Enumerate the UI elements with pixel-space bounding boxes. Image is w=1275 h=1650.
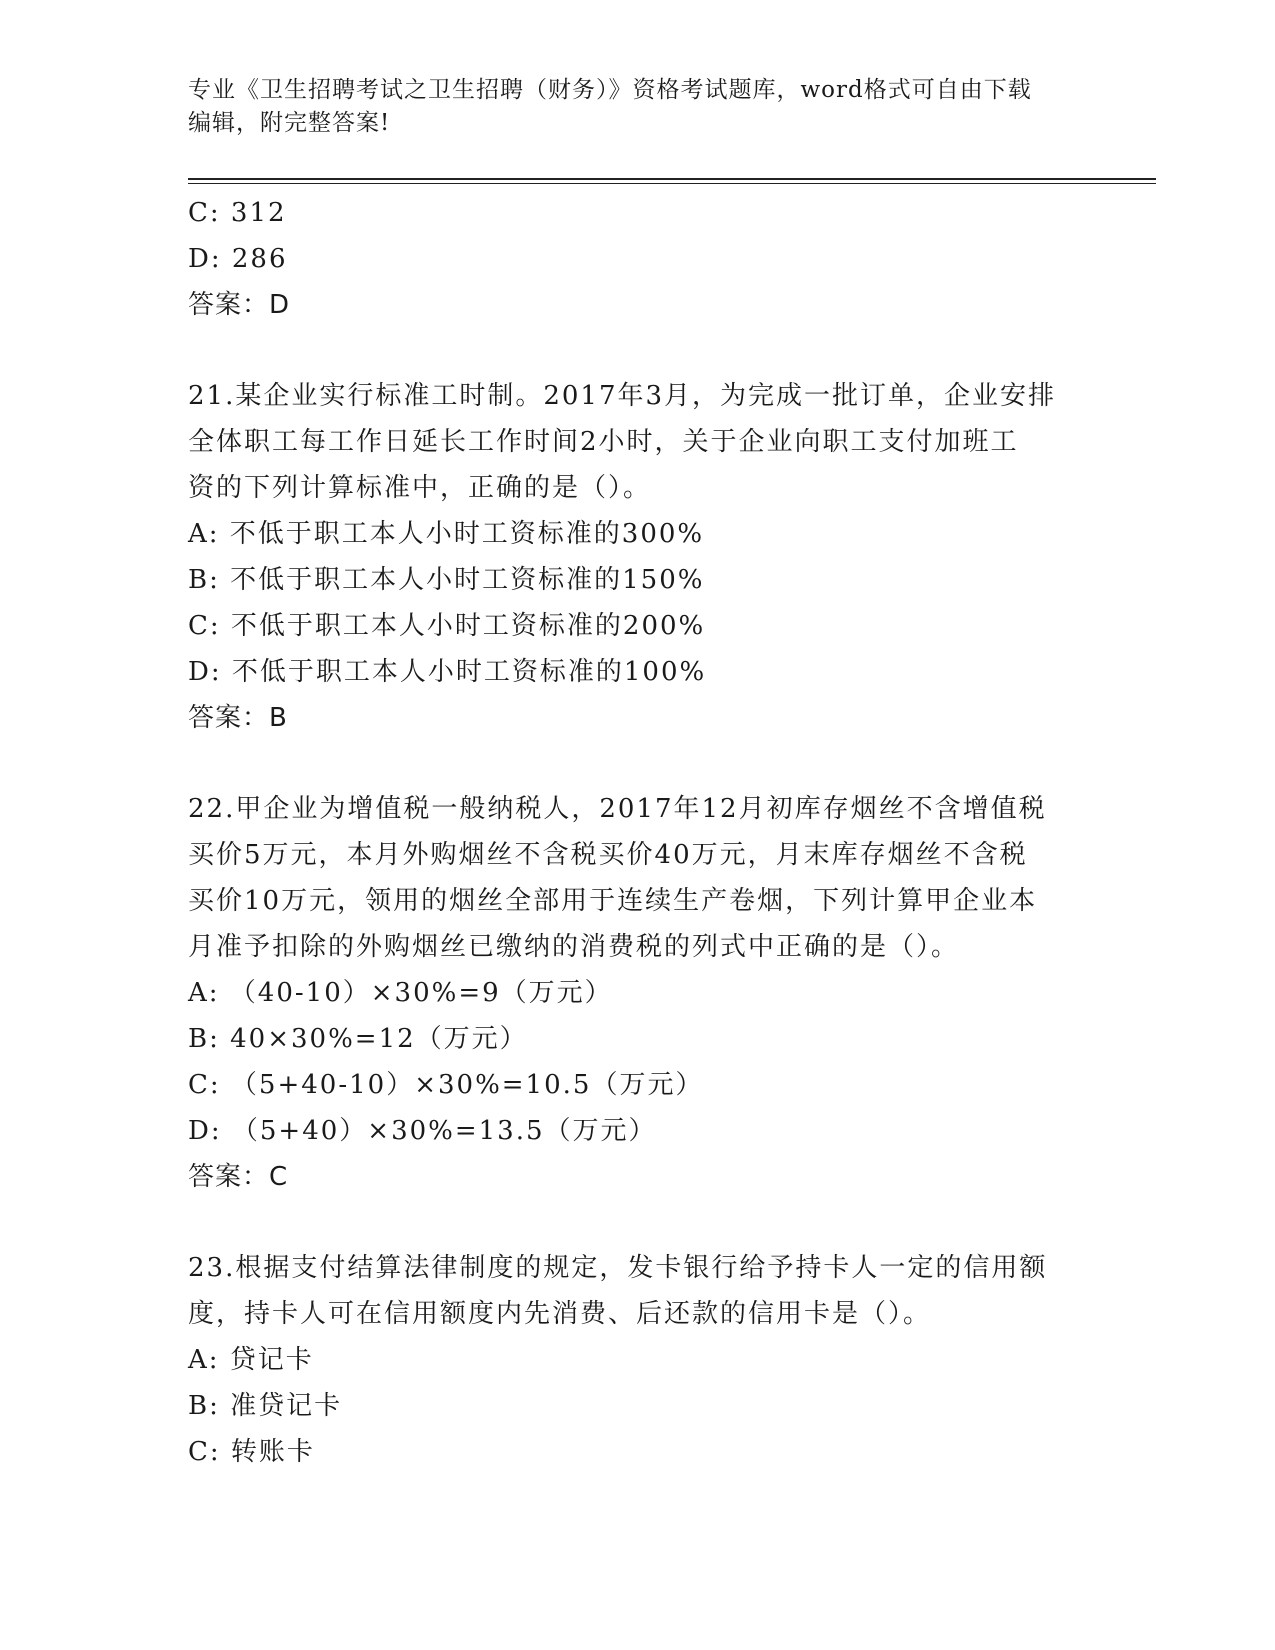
answer-line: 答案：D (188, 290, 291, 320)
question-block-21 (188, 373, 1088, 741)
option-c: C: 不低于职工本人小时工资标准的200% (188, 611, 706, 641)
option-a: A: （40-10）×30%=9（万元） (188, 978, 613, 1008)
answer-line: 答案：C (188, 1162, 289, 1192)
answer-line: 答案：B (188, 703, 288, 733)
question-stem (188, 373, 1088, 511)
option-d: D: 286 (188, 244, 288, 274)
option-c: C: （5+40-10）×30%=10.5（万元） (188, 1070, 704, 1100)
question-stem-line: 度，持卡人可在信用额度内先消费、后还款的信用卡是（）。 (188, 1299, 932, 1329)
document-body (188, 190, 1088, 1475)
question-block-20-tail (188, 190, 1088, 328)
question-block-22 (188, 786, 1088, 1200)
header-divider-thin (188, 183, 1156, 184)
option-b: B: 准贷记卡 (188, 1391, 343, 1421)
question-stem-line: 月准予扣除的外购烟丝已缴纳的消费税的列式中正确的是（）。 (188, 932, 960, 962)
option-d: D: 不低于职工本人小时工资标准的100% (188, 657, 707, 687)
question-stem-line: 资的下列计算标准中，正确的是（）。 (188, 473, 652, 503)
option-d: D: （5+40）×30%=13.5（万元） (188, 1116, 657, 1146)
question-stem (188, 1245, 1088, 1337)
question-stem (188, 786, 1088, 970)
option-a: A: 贷记卡 (188, 1345, 314, 1375)
option-b: B: 40×30%=12（万元） (188, 1024, 528, 1054)
option-b: B: 不低于职工本人小时工资标准的150% (188, 565, 705, 595)
document-header (188, 74, 1088, 140)
header-line-1: 专业《卫生招聘考试之卫生招聘（财务）》资格考试题库，word格式可自由下载 (188, 77, 1032, 103)
option-c: C: 312 (188, 198, 287, 228)
question-stem-line: 买价10万元，领用的烟丝全部用于连续生产卷烟，下列计算甲企业本 (188, 886, 1038, 916)
question-block-23 (188, 1245, 1088, 1475)
option-c: C: 转账卡 (188, 1437, 315, 1467)
question-stem-line: 21.某企业实行标准工时制。2017年3月，为完成一批订单，企业安排 (188, 381, 1057, 411)
option-a: A: 不低于职工本人小时工资标准的300% (188, 519, 705, 549)
question-stem-line: 全体职工每工作日延长工作时间2小时，关于企业向职工支付加班工 (188, 427, 1019, 457)
question-stem-line: 23.根据支付结算法律制度的规定，发卡银行给予持卡人一定的信用额 (188, 1253, 1048, 1283)
header-divider-thick (188, 178, 1156, 180)
question-stem-line: 22.甲企业为增值税一般纳税人，2017年12月初库存烟丝不含增值税 (188, 794, 1047, 824)
header-line-2: 编辑，附完整答案! (188, 110, 391, 136)
question-stem-line: 买价5万元，本月外购烟丝不含税买价40万元，月末库存烟丝不含税 (188, 840, 1028, 870)
